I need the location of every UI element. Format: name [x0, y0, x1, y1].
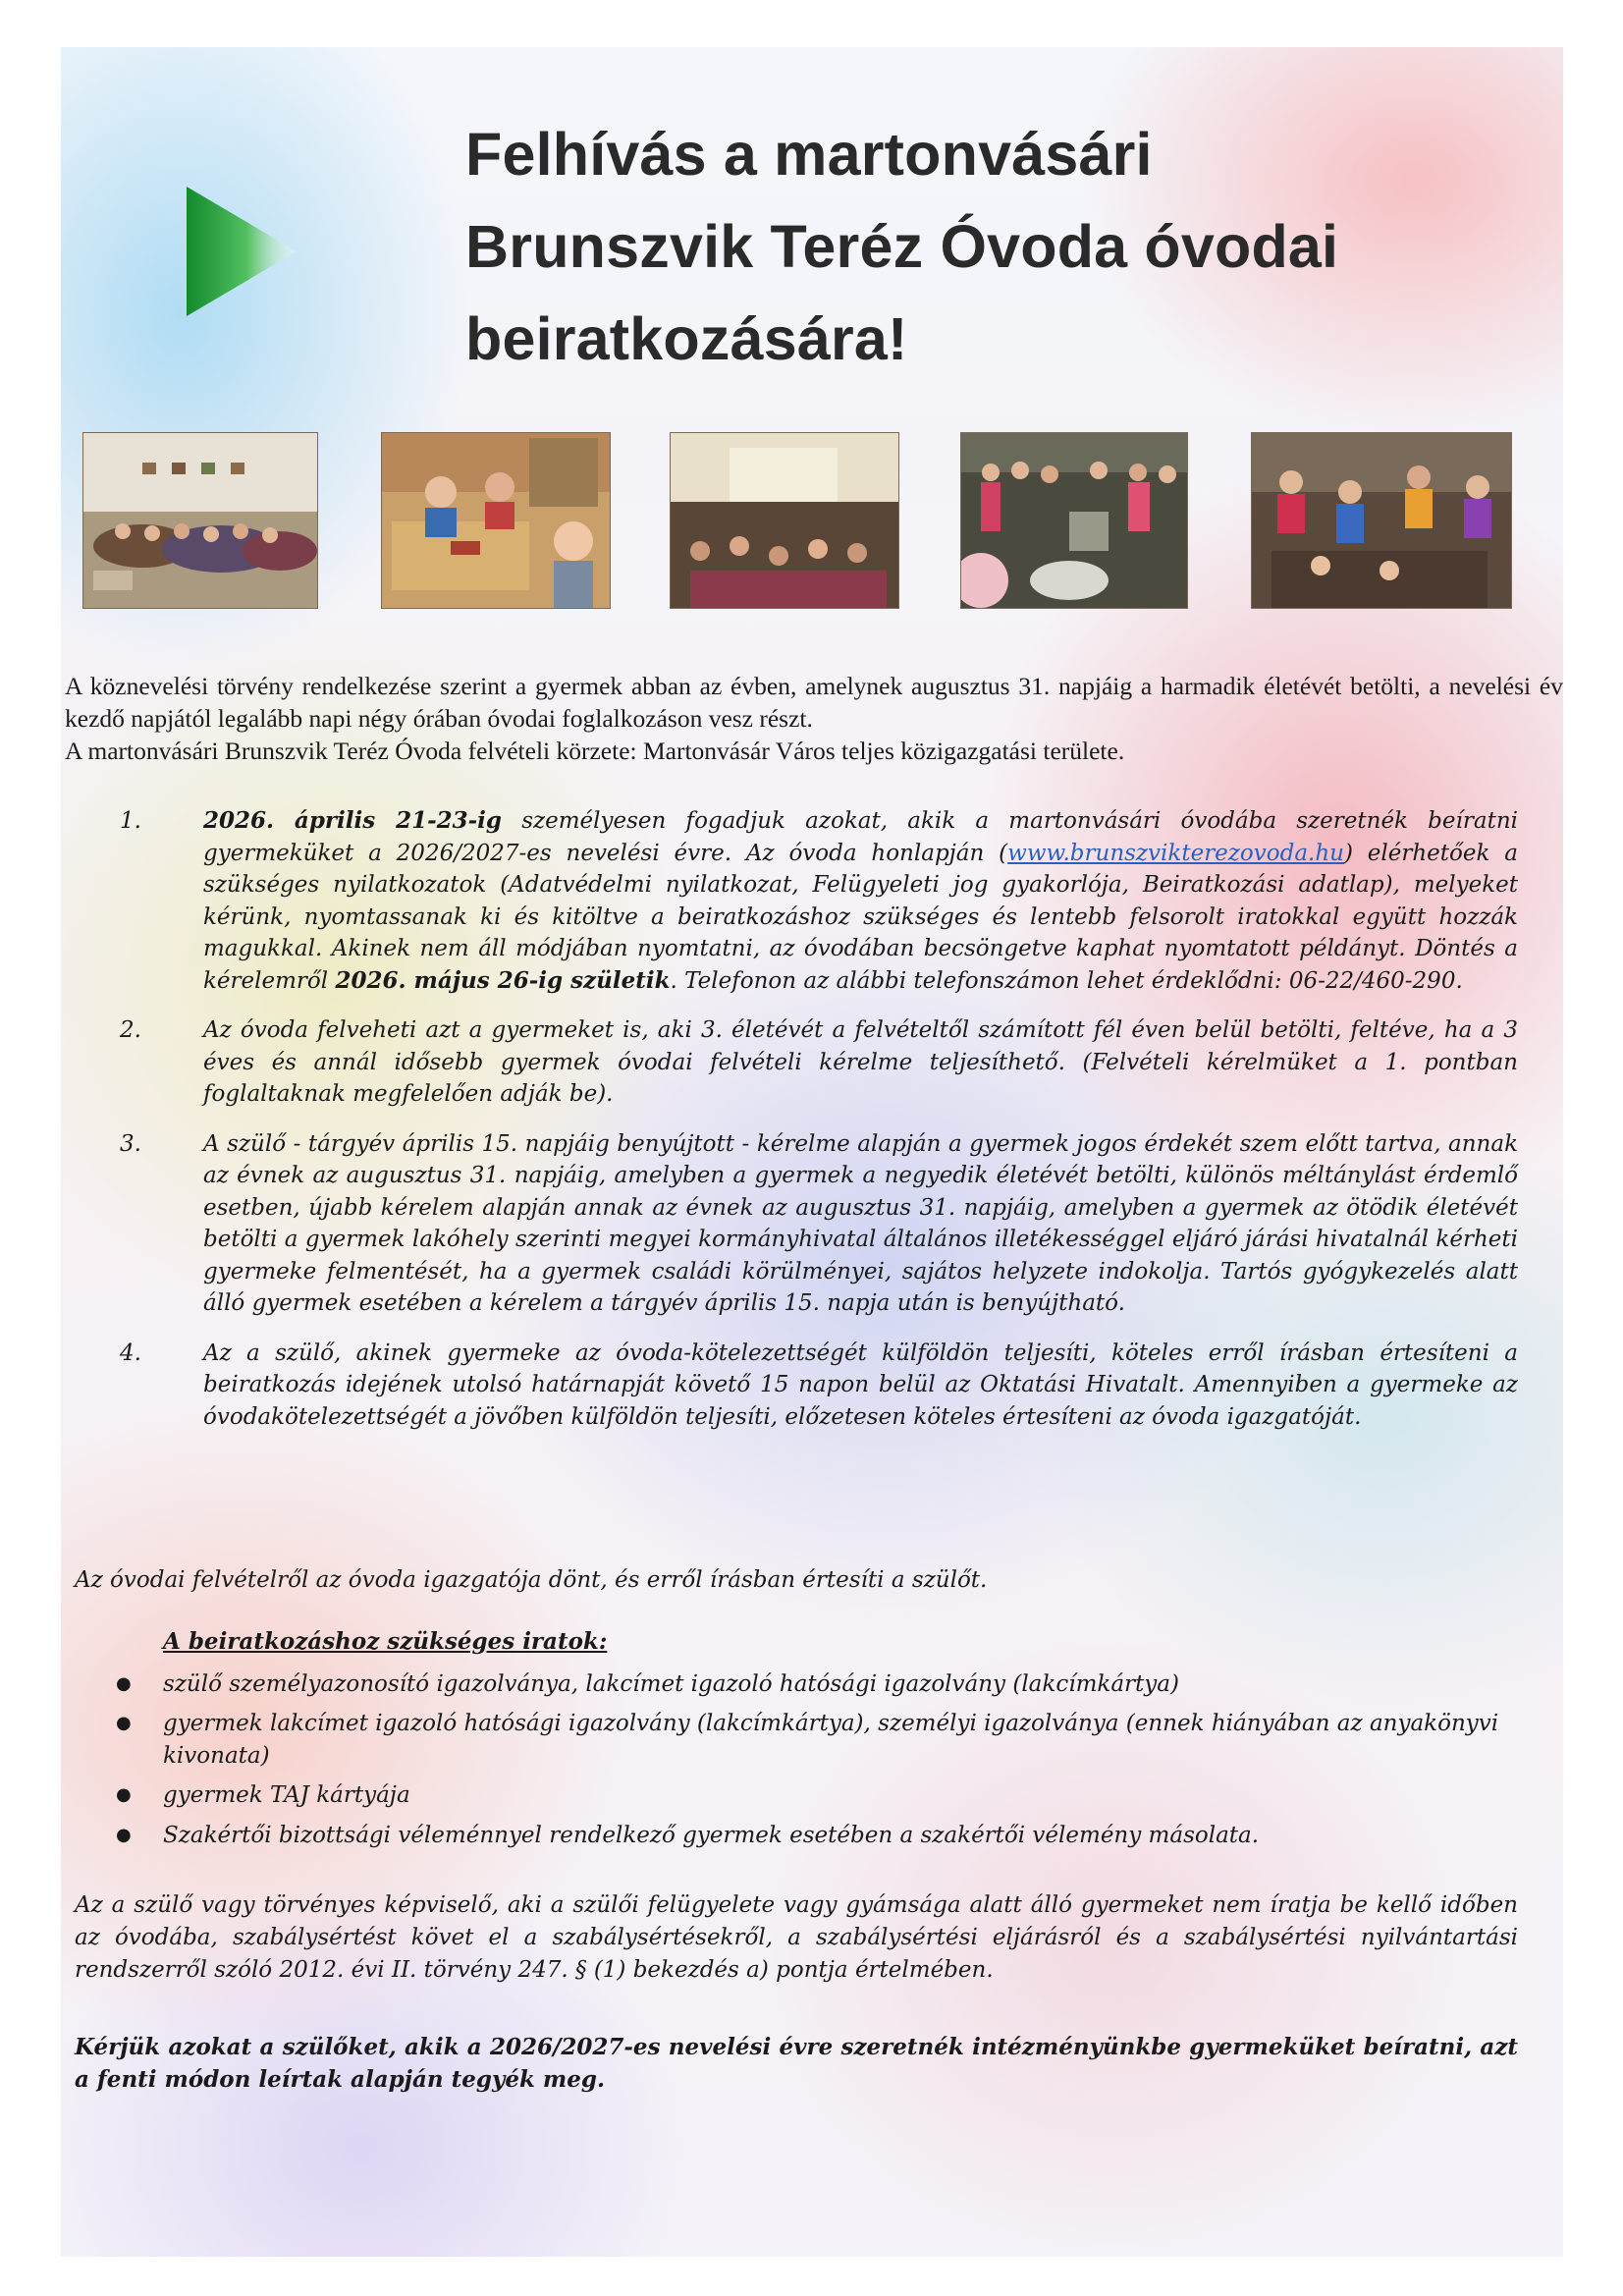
- item-1-text-c: . Telefonon az alábbi telefonszámon lehet érdeklődni: 06-22/460-290.: [670, 967, 1463, 994]
- item-1-text-a: személyesen fogadjuk azokat, akik a martonvásári óvodába szeretnék beíratni gyermeküket a 2026/2027-es nevelési évre. Az óvoda honlapján (: [203, 808, 1518, 866]
- item-2-text: Az óvoda felveheti azt a gyermeket is, aki 3. életévét a felvételtől számított fél éven belül betölti, feltéve, ha a 3 éves és annál idősebb gyermek óvodai felvételi kérelme teljesíthető. (Felvételi kérelmüket a 1. pontban foglaltaknak megfelelően adják be).: [203, 1017, 1518, 1107]
- document-item: [116, 1779, 1518, 1812]
- item-number: 4.: [120, 1339, 141, 1366]
- closing-request: Kérjük azokat a szülőket, akik a 2026/2027-es nevelési évre szeretnék intézményünkbe gyermeküket beíratni, azt a fenti módon leírtak alapján tegyék meg.: [75, 2034, 1518, 2093]
- item-number: 1.: [120, 808, 141, 834]
- intro-paragraph-2: A martonvásári Brunszvik Teréz Óvoda felvételi körzete: Martonvásár Város teljes közigazgatási területe.: [65, 737, 1125, 765]
- document-item-text: Szakértői bizottsági véleménnyel rendelkező gyermek esetében a szakértői vélemény másolata.: [163, 1822, 1260, 1848]
- decision-note: Az óvodai felvételről az óvoda igazgatója dönt, és erről írásban értesíti a szülőt.: [75, 1567, 988, 1593]
- document-item-text: szülő személyazonosító igazolványa, lakcímet igazoló hatósági igazolvány (lakcímkártya): [163, 1670, 1179, 1697]
- required-documents: [116, 1626, 1518, 1859]
- required-documents-heading: A beiratkozáshoz szükséges iratok:: [163, 1628, 608, 1655]
- documents-list: [116, 1668, 1518, 1852]
- photo-3: [670, 432, 899, 609]
- photo-5: [1251, 432, 1512, 609]
- title-line-1: Felhívás a martonvásári: [465, 121, 1153, 188]
- photo-strip: [82, 432, 1526, 609]
- intro-text: [65, 670, 1563, 767]
- page-title: [465, 108, 1447, 385]
- bullet-icon: ●: [116, 1824, 132, 1845]
- title-line-3: beiratkozására!: [465, 305, 908, 372]
- list-item-4: [120, 1338, 1518, 1434]
- photo-2: [381, 432, 611, 609]
- item-3-text: A szülő - tárgyév április 15. napjáig benyújtott - kérelme alapján a gyermek jogos érdekét szem előtt tartva, annak az évnek az augusztus 31. napjáig, amelyben a gyermek a negyedik életévét betölti, különös méltánylást érdemlő esetben, újabb kérelem alapján annak az évnek az augusztus 31. napjáig, amelyben a gyermek az ötödik életévét betölti a gyermek lakóhely szerinti megyei kormányhivatal általános illetékességgel eljáró járási hivatalnál kérheti gyermeke felmentését, ha a gyermek családi körülményei, sajátos helyzete indokolja. Tartós gyógykezelés alatt álló gyermek esetében a kérelem a tárgyév április 15. napja után is benyújtható.: [203, 1130, 1518, 1316]
- penalty-notice: Az a szülő vagy törvényes képviselő, aki a szülői felügyelete vagy gyámsága alatt álló gyermeket nem íratja be kellő időben az óvodába, szabálysértést követ el a szabálysértésekről, a szabálysértési eljárásról és a szabálysértési nyilvántartási rendszerről szóló 2012. évi II. törvény 247. § (1) bekezdés a) pontja értelmében.: [75, 1892, 1518, 1983]
- flyer-page: [61, 47, 1563, 2257]
- item-number: 2.: [120, 1017, 141, 1043]
- numbered-list: [120, 805, 1518, 1450]
- photo-1: [82, 432, 318, 609]
- kindergarten-website-link[interactable]: www.brunszvikterezovoda.hu: [1007, 840, 1344, 866]
- bullet-icon: ●: [116, 1784, 132, 1805]
- enrollment-dates: 2026. április 21-23-ig: [203, 807, 503, 834]
- title-line-2: Brunszvik Teréz Óvoda óvodai: [465, 213, 1339, 280]
- bullet-icon: ●: [116, 1672, 132, 1694]
- list-item-3: [120, 1128, 1518, 1320]
- item-number: 3.: [120, 1130, 141, 1157]
- list-item-2: [120, 1014, 1518, 1111]
- item-4-text: Az a szülő, akinek gyermeke az óvoda-kötelezettségét külföldön teljesíti, köteles erről írásban értesíteni a beiratkozás idejének utolsó határnapját követő 15 napon belül az Oktatási Hivatalt. Amennyiben a gyermeke az óvodakötelezettségét a jövőben külföldön teljesíti, előzetesen köteles értesíteni az óvoda igazgatóját.: [203, 1339, 1518, 1430]
- document-item: [116, 1708, 1518, 1772]
- document-item-text: gyermek TAJ kártyája: [163, 1782, 410, 1808]
- bullet-icon: ●: [116, 1713, 132, 1733]
- list-item-1: [120, 805, 1518, 997]
- intro-paragraph-1: A köznevelési törvény rendelkezése szerint a gyermek abban az évben, amelynek augusztus 31. napjáig a harmadik életévét betölti, a nevelési év kezdő napjától legalább napi négy órában óvodai foglalkozáson vesz részt.: [65, 672, 1563, 733]
- document-item: [116, 1668, 1518, 1701]
- document-item: [116, 1820, 1518, 1852]
- document-item-text: gyermek lakcímet igazoló hatósági igazolvány (lakcímkártya), személyi igazolványa (ennek hiányában az anyakönyvi kivonata): [163, 1711, 1499, 1769]
- photo-4: [960, 432, 1188, 609]
- item-1-text-b: ) elérhetőek a szükséges nyilatkozatok (Adatvédelmi nyilatkozat, Felügyeleti jog gyakorlója, Beiratkozási adatlap), melyeket kérünk, nyomtassanak ki és kitöltve a beiratkozáshoz szükséges és lentebb felsorolt iratokkal együtt hozzák magukkal. Akinek nem áll módjában nyomtatni, az óvodában becsöngetve kaphat nyomtatott példányt. Döntés a kérelemről: [203, 840, 1518, 994]
- decision-date: 2026. május 26-ig születik: [335, 966, 671, 994]
- green-arrow-icon: [181, 183, 298, 320]
